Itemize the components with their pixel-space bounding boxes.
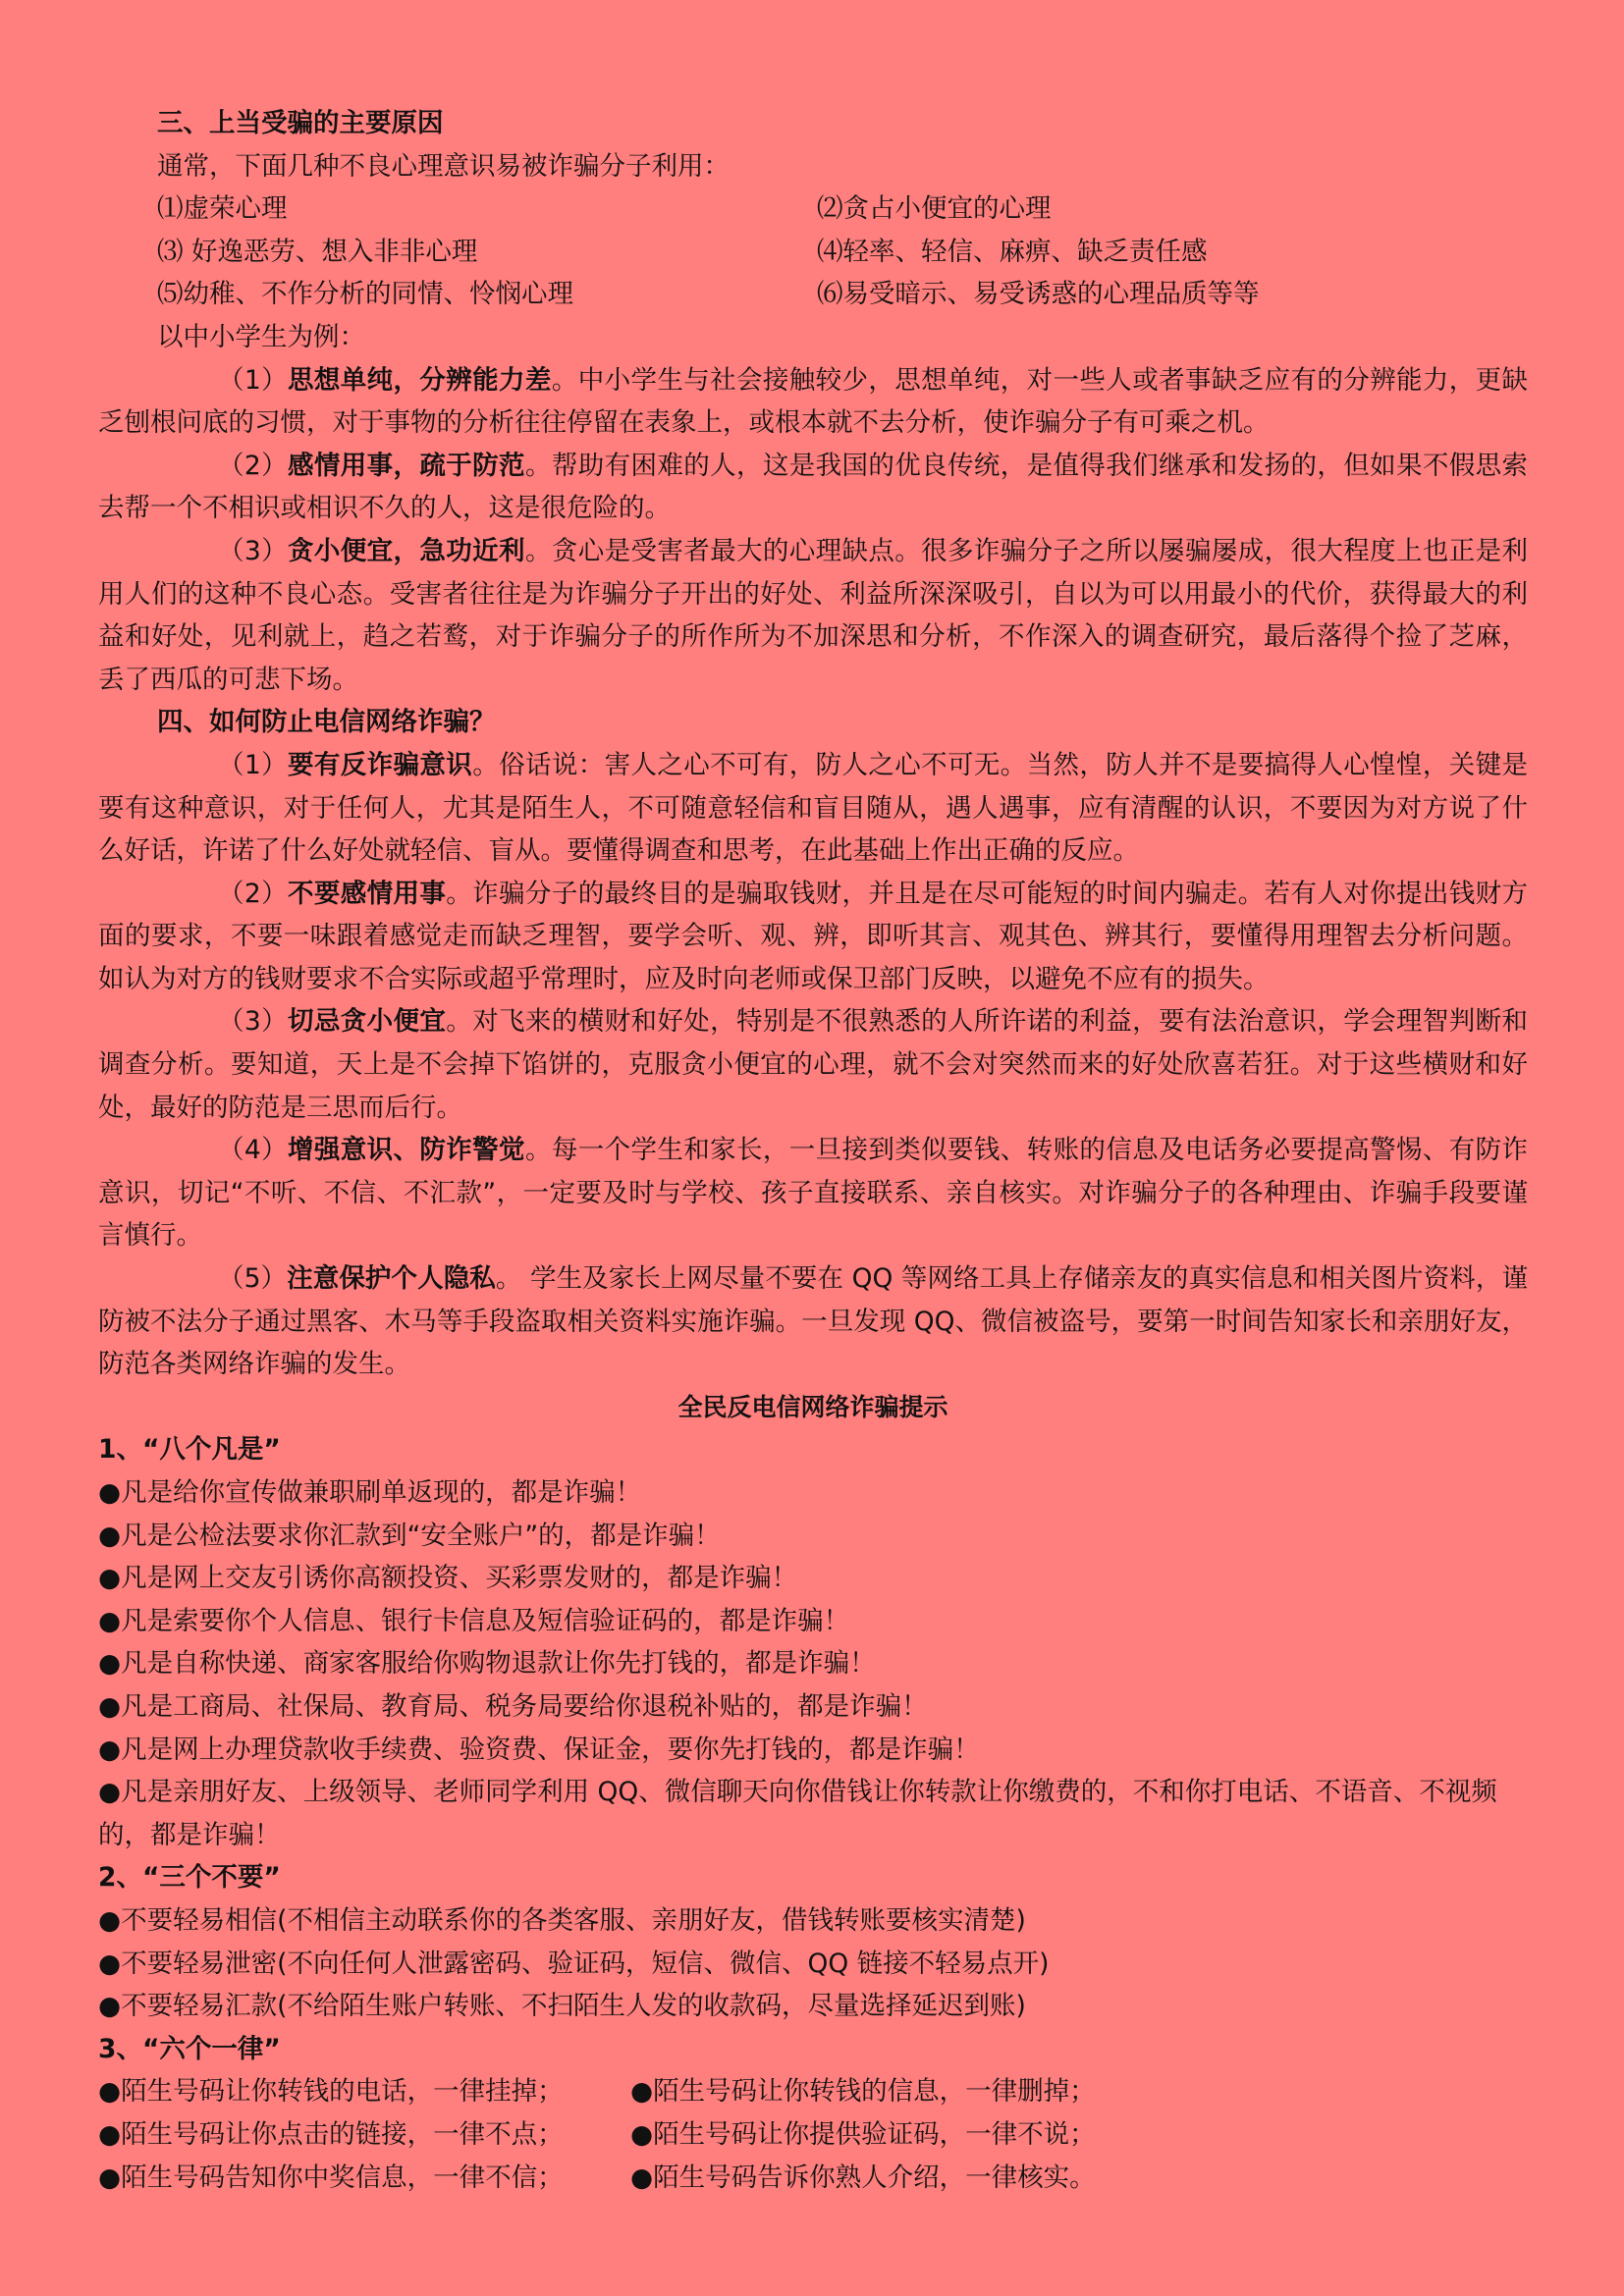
list-item: ⑵贪占小便宜的心理: [817, 193, 1052, 225]
list-item: ●凡是网上交友引诱你高额投资、买彩票发财的，都是诈骗！: [98, 1563, 798, 1594]
section4-paragraph-4: （4）增强意识、防诈警觉。每一个学生和家长，一旦接到类似要钱、转账的信息及电话务必要提高警惕、有防诈意识，切记“不听、不信、不汇款”，一定要及时与学校、孩子直接联系、亲自核实。对诈骗分子的各种理由、诈骗手段要谨言慎行。: [98, 1135, 1529, 1252]
list-item: ⑴虚荣心理: [157, 193, 288, 225]
tips-title: 全民反电信网络诈骗提示: [677, 1392, 948, 1421]
list-item: ⑹易受暗示、易受诱惑的心理品质等等: [817, 279, 1260, 310]
list-item: ⑶ 好逸恶劳、想入非非心理: [157, 236, 478, 267]
list-item: ●凡是索要你个人信息、银行卡信息及短信验证码的，都是诈骗！: [98, 1605, 850, 1636]
list-item: ●陌生号码让你转钱的信息，一律删掉；: [630, 2076, 1096, 2108]
tips-group2-heading: 2、“三个不要”: [98, 1862, 281, 1894]
list-item: ●陌生号码告知你中奖信息，一律不信；: [98, 2162, 564, 2193]
list-item: ●不要轻易汇款(不给陌生账户转账、不扫陌生人发的收款码，尽量选择延迟到账): [98, 1991, 1026, 2022]
list-item: ●凡是给你宣传做兼职刷单返现的，都是诈骗！: [98, 1477, 642, 1508]
tips-group3-heading: 3、“六个一律”: [98, 2033, 281, 2064]
list-item: ●陌生号码告诉你熟人介绍，一律核实。: [630, 2162, 1096, 2193]
psychology-list: [98, 187, 1528, 316]
section3-paragraph-3: （3）贪小便宜，急功近利。贪心是受害者最大的心理缺点。很多诈骗分子之所以屡骗屡成，很大程度上也正是利用人们的这种不良心态。受害者往往是为诈骗分子开出的好处、利益所深深吸引，自以为可以用最小的代价，获得最大的利益和好处，见利就上，趋之若鹜，对于诈骗分子的所作所为不加深思和分析，不作深入的调查研究，最后落得个捡了芝麻，丢了西瓜的可悲下场。: [98, 535, 1529, 695]
tips-group1-heading: 1、“八个凡是”: [98, 1434, 281, 1466]
list-item: ●陌生号码让你转钱的电话，一律挂掉；: [98, 2076, 564, 2108]
list-item: ●不要轻易相信(不相信主动联系你的各类客服、亲朋好友，借钱转账要核实清楚): [98, 1904, 1026, 1936]
list-item: ⑸幼稚、不作分析的同情、怜悯心理: [157, 279, 573, 310]
section4-paragraph-5: （5）注意保护个人隐私。 学生及家长上网尽量不要在 QQ 等网络工具上存储亲友的真实信息和相关图片资料，谨防被不法分子通过黑客、木马等手段盗取相关资料实施诈骗。一旦发现 QQ、微信被盗号，要第一时间告知家长和亲朋好友，防范各类网络诈骗的发生。: [98, 1263, 1528, 1380]
section4-paragraph-1: （1）要有反诈骗意识。俗话说：害人之心不可有，防人之心不可无。当然，防人并不是要搞得人心惶惶，关键是要有这种意识，对于任何人，尤其是陌生人，不可随意轻信和盲目随从，遇人遇事，应有清醒的认识，不要因为对方说了什么好话，许诺了什么好处就轻信、盲从。要懂得调查和思考，在此基础上作出正确的反应。: [98, 749, 1529, 867]
list-item: ●凡是工商局、社保局、教育局、税务局要给你退税补贴的，都是诈骗！: [98, 1690, 928, 1722]
list-item: ●凡是自称快递、商家客服给你购物退款让你先打钱的，都是诈骗！: [98, 1648, 876, 1680]
list-item: ⑷轻率、轻信、麻痹、缺乏责任感: [817, 236, 1208, 267]
section3-paragraph-1: （1）思想单纯，分辨能力差。中小学生与社会接触较少，思想单纯，对一些人或者事缺乏应有的分辨能力，更缺乏刨根问底的习惯，对于事物的分析往往停留在表象上，或根本就不去分析，使诈骗分子有可乘之机。: [98, 364, 1529, 439]
section4-paragraph-3: （3）切忌贪小便宜。对飞来的横财和好处，特别是不很熟悉的人所许诺的利益，要有法治意识，学会理智判断和调查分析。要知道，天上是不会掉下馅饼的，克服贪小便宜的心理，就不会对突然而来的好处欣喜若狂。对于这些横财和好处，最好的防范是三思而后行。: [98, 1006, 1529, 1123]
section4-heading: 四、如何防止电信网络诈骗？: [157, 707, 496, 738]
section3-intro: 通常，下面几种不良心理意识易被诈骗分子利用：: [157, 150, 730, 182]
list-item: ●陌生号码让你提供验证码，一律不说；: [630, 2118, 1096, 2150]
six-rules-grid: [98, 2070, 1528, 2199]
list-item: ●不要轻易泄密(不向任何人泄露密码、验证码，短信、微信、QQ 链接不轻易点开): [98, 1948, 1050, 1979]
list-item: ●凡是网上办理贷款收手续费、验资费、保证金，要你先打钱的，都是诈骗！: [98, 1734, 980, 1765]
section3-paragraph-2: （2）感情用事，疏于防范。帮助有困难的人，这是我国的优良传统，是值得我们继承和发扬的，但如果不假思索去帮一个不相识或相识不久的人，这是很危险的。: [98, 450, 1529, 524]
section4-paragraph-2: （2）不要感情用事。诈骗分子的最终目的是骗取钱财，并且是在尽可能短的时间内骗走。若有人对你提出钱财方面的要求，不要一味跟着感觉走而缺乏理智，要学会听、观、辨，即听其言、观其色、辨其行，要懂得用理智去分析问题。如认为对方的钱财要求不合实际或超乎常理时，应及时向老师或保卫部门反映，以避免不应有的损失。: [98, 878, 1529, 994]
list-item: ●陌生号码让你点击的链接，一律不点；: [98, 2118, 564, 2150]
list-item: ●凡是亲朋好友、上级领导、老师同学利用 QQ、微信聊天向你借钱让你转款让你缴费的，不和你打电话、不语音、不视频的，都是诈骗！: [98, 1777, 1497, 1850]
list-item: ●凡是公检法要求你汇款到“安全账户”的，都是诈骗！: [98, 1520, 721, 1551]
section3-heading: 三、上当受骗的主要原因: [157, 108, 444, 138]
example-intro: 以中小学生为例：: [157, 321, 365, 352]
